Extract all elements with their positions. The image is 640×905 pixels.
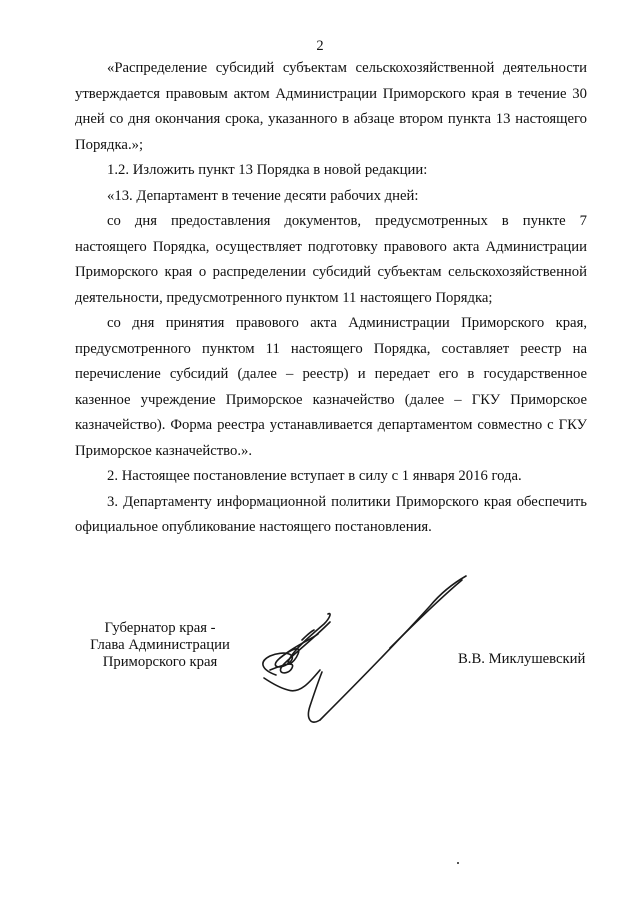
paragraph-publication: 3. Департаменту информационной политики Приморского края обеспечить официальное опубликование настоящего постановления. <box>75 493 587 535</box>
signatory-title-line: Приморского края <box>102 654 218 670</box>
signatory-title-line: Глава Администрации <box>90 637 230 653</box>
page-number: 2 <box>316 38 324 54</box>
paragraph-13: «13. Департамент в течение десяти рабочих дней: <box>107 187 419 204</box>
signatory-name: В.В. Миклушевский <box>458 651 586 667</box>
document-body <box>75 56 587 541</box>
paragraph-1-2: 1.2. Изложить пункт 13 Порядка в новой редакции: <box>107 162 428 178</box>
signatory-title-line: Губернатор края - <box>104 620 216 636</box>
handwritten-signature <box>240 570 480 740</box>
paragraph-effective-date: 2. Настоящее постановление вступает в силу с 1 января 2016 года. <box>107 468 522 484</box>
signatory-title <box>70 620 250 671</box>
paragraph-subsidy-distribution: «Распределение субсидий субъектам сельскохозяйственной деятельности утверждается правовым актом Администрации Приморского края в течение 30 дней со дня окончания срока, указанного в абзаце втором пункта 13 настоящего Порядка.»; <box>75 60 587 153</box>
paragraph-documents: со дня предоставления документов, предусмотренных в пункте 7 настоящего Порядка, осуществляет подготовку правового акта Администрации Приморского края о распределении субсидий субъектам сельскохозяйственной деятельности, предусмотренного пунктом 11 настоящего Порядка; <box>75 213 587 306</box>
scan-speck <box>457 862 459 864</box>
paragraph-registry: со дня принятия правового акта Администрации Приморского края, предусмотренного пунктом 11 настоящего Порядка, составляет реестр на перечисление субсидий (далее – реестр) и передает его в государственное казенное учреждение Приморское казначейство (далее – ГКУ Приморское казначейство). Форма реестра устанавливается департаментом совместно с ГКУ Приморское казначейство.». <box>75 315 587 459</box>
